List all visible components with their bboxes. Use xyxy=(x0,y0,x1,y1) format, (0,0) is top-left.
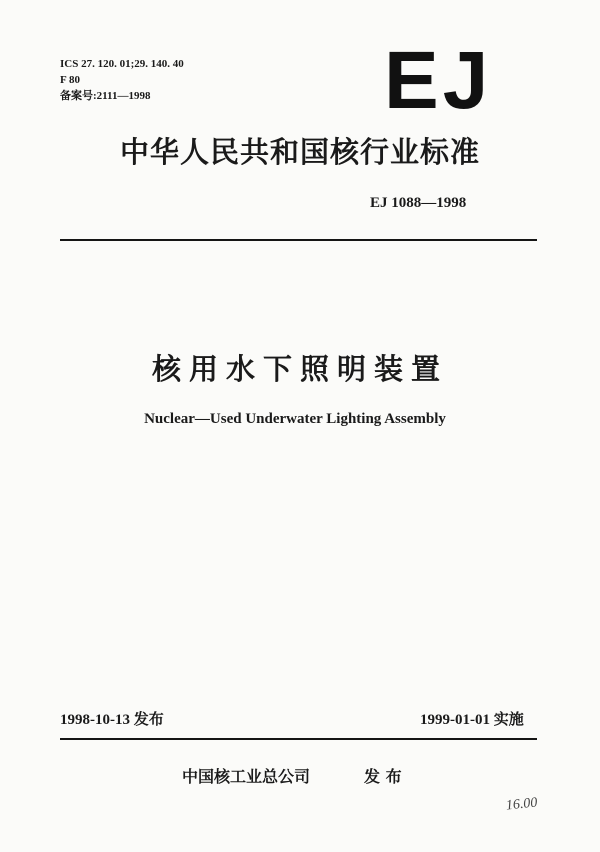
document-title-english: Nuclear—Used Underwater Lighting Assembly xyxy=(144,411,446,427)
bottom-divider xyxy=(60,738,537,740)
classification-code: F 80 xyxy=(60,74,81,86)
ej-logo: EJ xyxy=(384,35,493,126)
handwritten-note: 16.00 xyxy=(505,795,539,814)
publish-label: 发 布 xyxy=(364,767,402,786)
standard-type-title: 中华人民共和国核行业标准 xyxy=(119,135,480,169)
document-title-chinese: 核用水下照明装置 xyxy=(151,352,448,386)
top-divider xyxy=(60,239,537,241)
publisher-name: 中国核工业总公司 xyxy=(182,767,311,786)
implementation-date: 1999-01-01 实施 xyxy=(420,712,524,728)
standard-number: EJ 1088—1998 xyxy=(370,195,467,211)
record-number: 备案号:2111—1998 xyxy=(60,90,151,102)
ics-code: ICS 27. 120. 01;29. 140. 40 xyxy=(60,58,184,70)
issue-date: 1998-10-13 发布 xyxy=(60,712,164,728)
